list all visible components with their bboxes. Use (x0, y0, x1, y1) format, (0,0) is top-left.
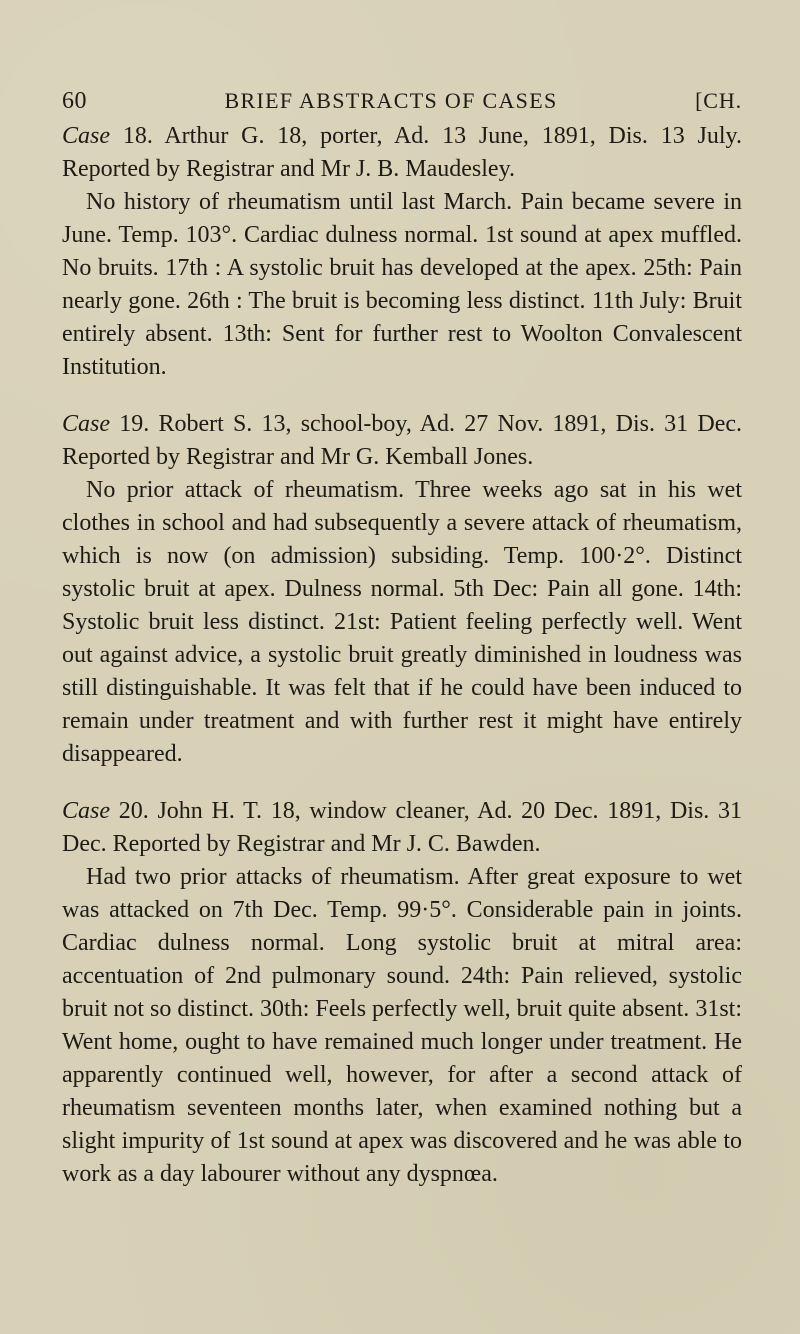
running-head (62, 86, 742, 116)
case-18-header (62, 120, 742, 186)
page-content (62, 120, 742, 1215)
case-number: 18. (122, 123, 153, 149)
case-18 (62, 120, 742, 384)
case-label: Case (62, 798, 110, 824)
case-20-body: Had two prior attacks of rheumatism. After great exposure to wet was attacked on 7th Dec. Temp. 99·5°. Considerable pain in joints. Cardiac dulness normal. Long systolic bruit at mitral area: accentuation of 2nd pulmonary sound. 24th: Pain relieved, systolic bruit not so distinct. 30th: Feels perfectly well, bruit quite absent. 31st: Went home, ought to have remained much longer under treatment. He apparently continued well, however, for after a second attack of rheumatism seventeen months later, when examined nothing but a slight impurity of 1st sound at apex was discovered and he was able to work as a day labourer without any dyspnœa. (62, 864, 742, 1187)
case-header-text: John H. T. 18, window cleaner, Ad. 20 Dec. 1891, Dis. 31 Dec. Reported by Registrar and Mr J. C. Bawden. (62, 798, 743, 857)
case-19 (62, 408, 742, 771)
chapter-marker: [CH. (695, 88, 742, 113)
case-19-body: No prior attack of rheumatism. Three weeks ago sat in his wet clothes in school and had subsequently a severe attack of rheumatism, which is now (on admission) subsiding. Temp. 100·2°. Distinct systolic bruit at apex. Dulness normal. 5th Dec: Pain all gone. 14th: Systolic bruit less distinct. 21st: Patient feeling perfectly well. Went out against advice, a systolic bruit greatly diminished in loudness was still distinguishable. It was felt that if he could have been induced to remain under treatment and with further rest it might have entirely disappeared. (62, 477, 742, 767)
case-19-header (62, 408, 742, 474)
case-20 (62, 795, 742, 1191)
case-number: 20. (118, 798, 149, 824)
running-title: BRIEF ABSTRACTS OF CASES (224, 88, 558, 113)
page-number: 60 (62, 87, 87, 114)
case-18-body: No history of rheumatism until last March. Pain became severe in June. Temp. 103°. Cardiac dulness normal. 1st sound at apex muffled. No bruits. 17th : A systolic bruit has developed at the apex. 25th: Pain nearly gone. 26th : The bruit is becoming less distinct. 11th July: Bruit entirely absent. 13th: Sent for further rest to Woolton Convalescent Institution. (62, 189, 742, 380)
case-number: 19. (119, 411, 150, 437)
case-header-text: Robert S. 13, school-boy, Ad. 27 Nov. 1891, Dis. 31 Dec. Reported by Registrar and Mr G. Kemball Jones. (62, 411, 743, 470)
case-20-header (62, 795, 742, 861)
case-label: Case (62, 411, 110, 437)
case-header-text: Arthur G. 18, porter, Ad. 13 June, 1891, Dis. 13 July. Reported by Registrar and Mr J. B. Maudesley. (62, 123, 742, 182)
case-label: Case (62, 123, 110, 149)
